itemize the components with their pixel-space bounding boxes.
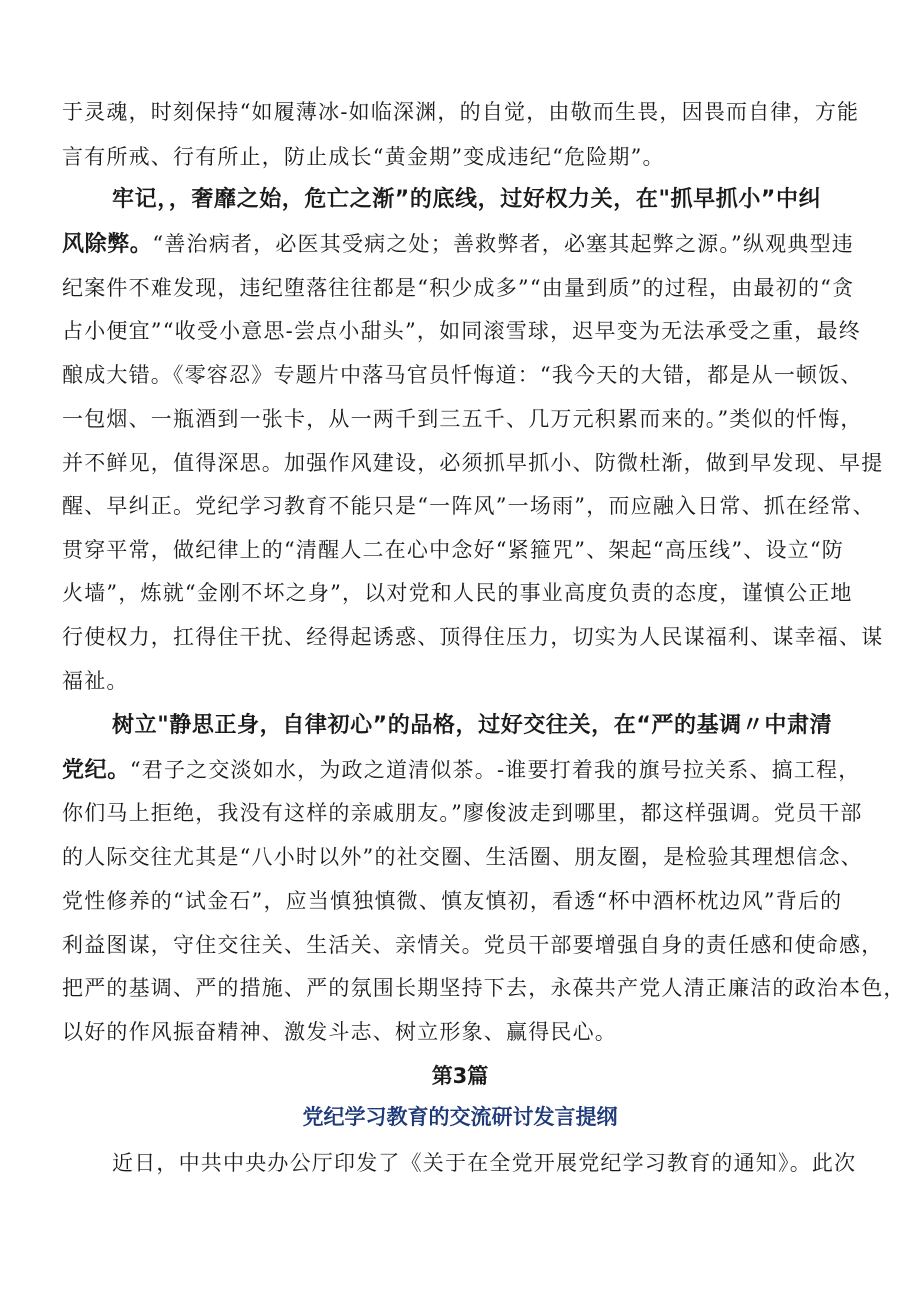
paragraph-line: 以好的作风振奋精神、激发斗志、树立形象、赢得民心。 bbox=[62, 1020, 617, 1044]
paragraph-line: 你们马上拒绝，我没有这样的亲戚朋友。”廖俊波走到哪里，都这样强调。党员干部 bbox=[62, 801, 863, 825]
paragraph-line: 近日，中共中央办公厅印发了《关于在全党开展党纪学习教育的通知》。此次 bbox=[112, 1151, 857, 1175]
paragraph-line: 行使权力，扛得住干扰、经得起诱惑、顶得住压力，切实为人民谋福利、谋幸福、谋 bbox=[62, 625, 884, 649]
paragraph-line: 利益图谋，守住交往关、生活关、亲情关。党员干部要增强自身的责任感和使命感， bbox=[62, 933, 884, 957]
paragraph-line: 于灵魂，时刻保持“如履薄冰-如临深渊，的自觉，由敬而生畏，因畏而自律，方能 bbox=[62, 100, 860, 124]
paragraph-lead-heading: 牢记，，奢靡之始，危亡之渐”的底线，过好权力关，在"抓早抓小”中纠 bbox=[112, 187, 822, 212]
paragraph-line: 一包烟、一瓶酒到一张卡，从一两千到三五千、几万元积累而来的。”类似的忏悔， bbox=[62, 407, 863, 431]
paragraph-line: 火墙”，炼就“金刚不坏之身”，以对党和人民的事业高度负责的态度，谨慎公正地 bbox=[62, 581, 853, 605]
paragraph-line: 纪案件不难发现，违纪堕落往往都是“积少成多”“由量到质”的过程，由最初的“贪 bbox=[62, 276, 855, 300]
paragraph-line: 贯穿平常，做纪律上的“清醒人二在心中念好“紧箍咒”、架起“高压线”、设立“防 bbox=[62, 538, 845, 562]
section-title: 党纪学习教育的交流研讨发言提纲 bbox=[302, 1105, 618, 1129]
paragraph-lead-heading-end: 风除弊。 bbox=[62, 232, 153, 257]
paragraph-lead-heading-end: 党纪。 bbox=[62, 758, 130, 783]
section-number: 第3篇 bbox=[431, 1064, 489, 1088]
paragraph-line: 福祉。 bbox=[62, 669, 129, 693]
paragraph-line: 酿成大错。《零容忍》专题片中落马官员忏悔道：“我今天的大错，都是从一顿饭、 bbox=[62, 363, 863, 387]
paragraph-line bbox=[62, 755, 860, 786]
paragraph-line: 言有所戒、行有所止，防止成长“黄金期”变成违纪“危险期”。 bbox=[62, 145, 665, 169]
paragraph-line: 党性修养的“试金石”，应当慎独慎微、慎友慎初，看透“杯中酒杯枕边风”背后的 bbox=[62, 889, 843, 913]
paragraph-line: 的人际交往尤其是“八小时以外”的社交圈、生活圈、朋友圈，是检验其理想信念、 bbox=[62, 845, 863, 869]
paragraph-line: 占小便宜”“收受小意思-尝点小甜头”，如同滚雪球，迟早变为无法承受之重，最终 bbox=[62, 319, 861, 343]
paragraph-text: “君子之交淡如水，为政之道清似茶。-谁要打着我的旗号拉关系、搞工程， bbox=[129, 758, 861, 782]
paragraph-text: “善治病者，必医其受病之处；善救弊者，必塞其起弊之源。”纵观典型违 bbox=[152, 232, 854, 256]
paragraph-lead-heading: 树立"静思正身，自律初心”的品格，过好交往关，在“严的基调〃中肃清 bbox=[112, 713, 833, 738]
paragraph-line bbox=[62, 229, 854, 260]
paragraph-line: 把严的基调、严的措施、严的氛围长期坚持下去，永葆共产党人清正廉洁的政治本色， bbox=[62, 976, 906, 1000]
paragraph-line: 并不鲜见，值得深思。加强作风建设，必须抓早抓小、防微杜渐，做到早发现、早提 bbox=[62, 451, 884, 475]
paragraph-line: 醒、早纠正。党纪学习教育不能只是“一阵风”一场雨”，而应融入日常、抓在经常、 bbox=[62, 494, 875, 518]
